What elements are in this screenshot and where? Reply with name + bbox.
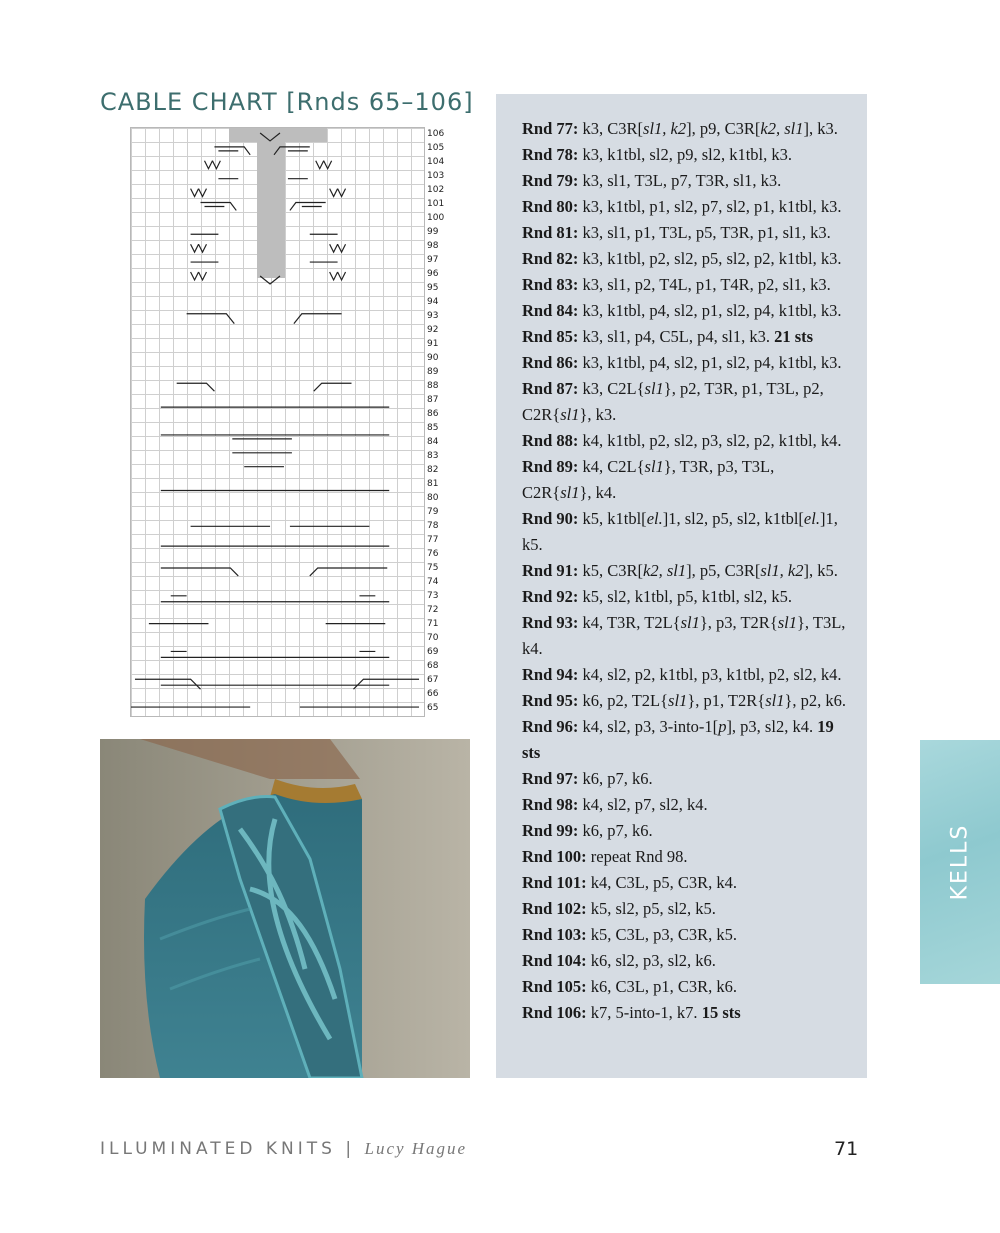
round-text: }, p3, T2R{ — [699, 613, 778, 632]
round-label: Rnd 100: — [522, 847, 587, 866]
round-text: }, T3R, p3, T3L, C2R{ — [522, 457, 775, 502]
row-number: 68 — [427, 661, 439, 671]
section-tab-label: KELLS — [947, 823, 973, 901]
round-instruction — [522, 714, 847, 766]
round-text: k7, 5-into-1, k7. — [586, 1003, 702, 1022]
round-text: k6, p2, T2L{ — [578, 691, 669, 710]
round-text: k4, k1tbl, p2, sl2, p3, sl2, p2, k1tbl, k4. — [578, 431, 842, 450]
round-instruction — [522, 974, 847, 1000]
round-label: Rnd 86: — [522, 353, 579, 372]
chart-row-numbers — [427, 127, 457, 715]
stitch-count: 21 sts — [774, 327, 814, 346]
footer-book-title: ILLUMINATED KNITS — [100, 1139, 336, 1159]
row-number: 77 — [427, 535, 439, 545]
row-number: 96 — [427, 269, 439, 279]
page-number: 71 — [834, 1138, 859, 1160]
round-text: }, p1, T2R{ — [687, 691, 766, 710]
round-text: k3, k1tbl, p2, sl2, p5, sl2, p2, k1tbl, k3. — [578, 249, 842, 268]
round-text: k2, sl1 — [643, 561, 687, 580]
round-instructions-list — [522, 116, 847, 1026]
row-number: 90 — [427, 353, 439, 363]
round-text: repeat Rnd 98. — [586, 847, 688, 866]
round-text: sl1 — [765, 691, 785, 710]
row-number: 81 — [427, 479, 439, 489]
round-text: sl1 — [644, 379, 664, 398]
round-text: k6, C3L, p1, C3R, k6. — [586, 977, 737, 996]
round-instruction — [522, 428, 847, 454]
round-text: k3, k1tbl, p1, sl2, p7, sl2, p1, k1tbl, k3. — [578, 197, 842, 216]
round-instruction — [522, 272, 847, 298]
round-text: sl1 — [777, 613, 798, 632]
round-text: k5, sl2, k1tbl, p5, k1tbl, sl2, k5. — [578, 587, 792, 606]
round-text: ], p9, C3R[ — [686, 119, 761, 138]
row-number: 102 — [427, 185, 445, 195]
page-footer — [100, 1139, 467, 1159]
round-text: el. — [646, 509, 663, 528]
footer-author: Lucy Hague — [364, 1139, 468, 1158]
round-instruction — [522, 168, 847, 194]
round-label: Rnd 89: — [522, 457, 579, 476]
round-label: Rnd 91: — [522, 561, 579, 580]
round-label: Rnd 103: — [522, 925, 587, 944]
row-number: 103 — [427, 171, 445, 181]
round-text: k5, sl2, p5, sl2, k5. — [586, 899, 716, 918]
row-number: 95 — [427, 283, 439, 293]
round-text: k3, k1tbl, p4, sl2, p1, sl2, p4, k1tbl, k3. — [578, 353, 842, 372]
round-text: k4, sl2, p3, 3-into-1[ — [578, 717, 719, 736]
cable-chart-grid — [130, 127, 425, 717]
round-text: k4, C2L{ — [578, 457, 645, 476]
round-label: Rnd 93: — [522, 613, 579, 632]
round-text: ], p5, C3R[ — [686, 561, 761, 580]
row-number: 80 — [427, 493, 439, 503]
row-number: 84 — [427, 437, 439, 447]
chart-symbols — [131, 128, 424, 716]
round-text: sl1 — [680, 613, 700, 632]
round-text: k3, k1tbl, p4, sl2, p1, sl2, p4, k1tbl, k3. — [578, 301, 842, 320]
round-text: k6, p7, k6. — [578, 769, 653, 788]
round-label: Rnd 82: — [522, 249, 579, 268]
round-instruction — [522, 246, 847, 272]
round-instruction — [522, 870, 847, 896]
round-text: ], p3, sl2, k4. — [726, 717, 818, 736]
round-instruction — [522, 844, 847, 870]
footer-separator: | — [345, 1139, 352, 1159]
round-instruction — [522, 818, 847, 844]
round-text: }, p2, k6. — [784, 691, 847, 710]
row-number: 76 — [427, 549, 439, 559]
round-label: Rnd 98: — [522, 795, 579, 814]
row-number: 66 — [427, 689, 439, 699]
round-text: k4, sl2, p7, sl2, k4. — [578, 795, 708, 814]
round-label: Rnd 97: — [522, 769, 579, 788]
sweater-photo-illustration — [100, 739, 470, 1078]
row-number: 98 — [427, 241, 439, 251]
row-number: 106 — [427, 129, 445, 139]
round-text: ]1, k5. — [522, 509, 838, 554]
round-instruction — [522, 376, 847, 428]
row-number: 83 — [427, 451, 439, 461]
round-instruction — [522, 298, 847, 324]
round-label: Rnd 105: — [522, 977, 587, 996]
row-number: 100 — [427, 213, 445, 223]
round-text: k4, sl2, p2, k1tbl, p3, k1tbl, p2, sl2, k4. — [578, 665, 842, 684]
round-text: sl1 — [668, 691, 688, 710]
row-number: 93 — [427, 311, 439, 321]
row-number: 86 — [427, 409, 439, 419]
round-text: k3, sl1, p4, C5L, p4, sl1, k3. — [578, 327, 775, 346]
row-number: 78 — [427, 521, 439, 531]
sweater-photo — [100, 739, 470, 1078]
round-text: k4, T3R, T2L{ — [578, 613, 681, 632]
row-number: 91 — [427, 339, 439, 349]
round-text: k6, p7, k6. — [578, 821, 653, 840]
decrease-symbol-icon — [260, 133, 280, 141]
round-label: Rnd 77: — [522, 119, 579, 138]
round-label: Rnd 78: — [522, 145, 579, 164]
round-instruction — [522, 220, 847, 246]
round-text: k6, sl2, p3, sl2, k6. — [586, 951, 716, 970]
round-instruction — [522, 896, 847, 922]
chart-title: CABLE CHART [Rnds 65–106] — [100, 88, 474, 116]
round-text: k4, C3L, p5, C3R, k4. — [586, 873, 737, 892]
round-instruction — [522, 558, 847, 584]
round-text: sl1 — [560, 405, 580, 424]
round-instruction — [522, 662, 847, 688]
round-label: Rnd 106: — [522, 1003, 587, 1022]
round-text: }, T3L, k4. — [522, 613, 846, 658]
round-label: Rnd 99: — [522, 821, 579, 840]
round-text: }, k3. — [579, 405, 617, 424]
row-number: 70 — [427, 633, 439, 643]
row-number: 65 — [427, 703, 439, 713]
round-instruction — [522, 506, 847, 558]
round-text: k5, k1tbl[ — [578, 509, 647, 528]
round-text: }, k4. — [579, 483, 617, 502]
row-number: 75 — [427, 563, 439, 573]
round-label: Rnd 83: — [522, 275, 579, 294]
round-text: }, p2, T3R, p1, T3L, p2, C2R{ — [522, 379, 824, 424]
round-label: Rnd 84: — [522, 301, 579, 320]
round-text: p — [718, 717, 727, 736]
row-number: 99 — [427, 227, 439, 237]
row-number: 85 — [427, 423, 439, 433]
round-instruction — [522, 948, 847, 974]
row-number: 71 — [427, 619, 439, 629]
row-number: 101 — [427, 199, 445, 209]
row-number: 72 — [427, 605, 439, 615]
round-instruction — [522, 688, 847, 714]
round-instruction — [522, 142, 847, 168]
round-instruction — [522, 792, 847, 818]
round-label: Rnd 90: — [522, 509, 579, 528]
round-text: k2, sl1 — [760, 119, 804, 138]
row-number: 104 — [427, 157, 445, 167]
row-number: 67 — [427, 675, 439, 685]
round-text: ]1, sl2, p5, sl2, k1tbl[ — [662, 509, 804, 528]
round-label: Rnd 92: — [522, 587, 579, 606]
round-instructions-panel — [496, 94, 867, 1078]
round-instruction — [522, 1000, 847, 1026]
round-label: Rnd 88: — [522, 431, 579, 450]
round-text: k3, k1tbl, sl2, p9, sl2, k1tbl, k3. — [578, 145, 792, 164]
round-label: Rnd 79: — [522, 171, 579, 190]
round-label: Rnd 81: — [522, 223, 579, 242]
round-text: k3, sl1, p1, T3L, p5, T3R, p1, sl1, k3. — [578, 223, 831, 242]
round-label: Rnd 85: — [522, 327, 579, 346]
round-label: Rnd 101: — [522, 873, 587, 892]
round-instruction — [522, 766, 847, 792]
row-number: 105 — [427, 143, 445, 153]
round-label: Rnd 96: — [522, 717, 579, 736]
round-instruction — [522, 194, 847, 220]
round-instruction — [522, 454, 847, 506]
row-number: 82 — [427, 465, 439, 475]
round-label: Rnd 94: — [522, 665, 579, 684]
round-instruction — [522, 584, 847, 610]
round-label: Rnd 87: — [522, 379, 579, 398]
row-number: 97 — [427, 255, 439, 265]
round-instruction — [522, 116, 847, 142]
round-instruction — [522, 610, 847, 662]
round-label: Rnd 102: — [522, 899, 587, 918]
round-text: k3, C3R[ — [578, 119, 644, 138]
round-text: ], k5. — [803, 561, 838, 580]
row-number: 79 — [427, 507, 439, 517]
round-text: k3, C2L{ — [578, 379, 645, 398]
row-number: 88 — [427, 381, 439, 391]
stitch-count: 19 sts — [522, 717, 834, 762]
row-number: 87 — [427, 395, 439, 405]
round-instruction — [522, 922, 847, 948]
round-instruction — [522, 324, 847, 350]
row-number: 74 — [427, 577, 439, 587]
round-label: Rnd 104: — [522, 951, 587, 970]
row-number: 73 — [427, 591, 439, 601]
decrease-symbol-icon — [260, 276, 280, 284]
round-text: sl1, k2 — [760, 561, 804, 580]
stitch-count: 15 sts — [701, 1003, 741, 1022]
round-text: k5, C3L, p3, C3R, k5. — [586, 925, 737, 944]
round-label: Rnd 95: — [522, 691, 579, 710]
round-label: Rnd 80: — [522, 197, 579, 216]
round-text: ], k3. — [803, 119, 838, 138]
round-text: k3, sl1, p2, T4L, p1, T4R, p2, sl1, k3. — [578, 275, 831, 294]
round-text: sl1, k2 — [643, 119, 687, 138]
row-number: 92 — [427, 325, 439, 335]
row-number: 69 — [427, 647, 439, 657]
round-text: el. — [803, 509, 820, 528]
round-text: sl1 — [644, 457, 664, 476]
round-text: k3, sl1, T3L, p7, T3R, sl1, k3. — [578, 171, 782, 190]
row-number: 89 — [427, 367, 439, 377]
round-text: sl1 — [560, 483, 580, 502]
round-text: k5, C3R[ — [578, 561, 644, 580]
section-tab — [920, 740, 1000, 984]
round-instruction — [522, 350, 847, 376]
row-number: 94 — [427, 297, 439, 307]
